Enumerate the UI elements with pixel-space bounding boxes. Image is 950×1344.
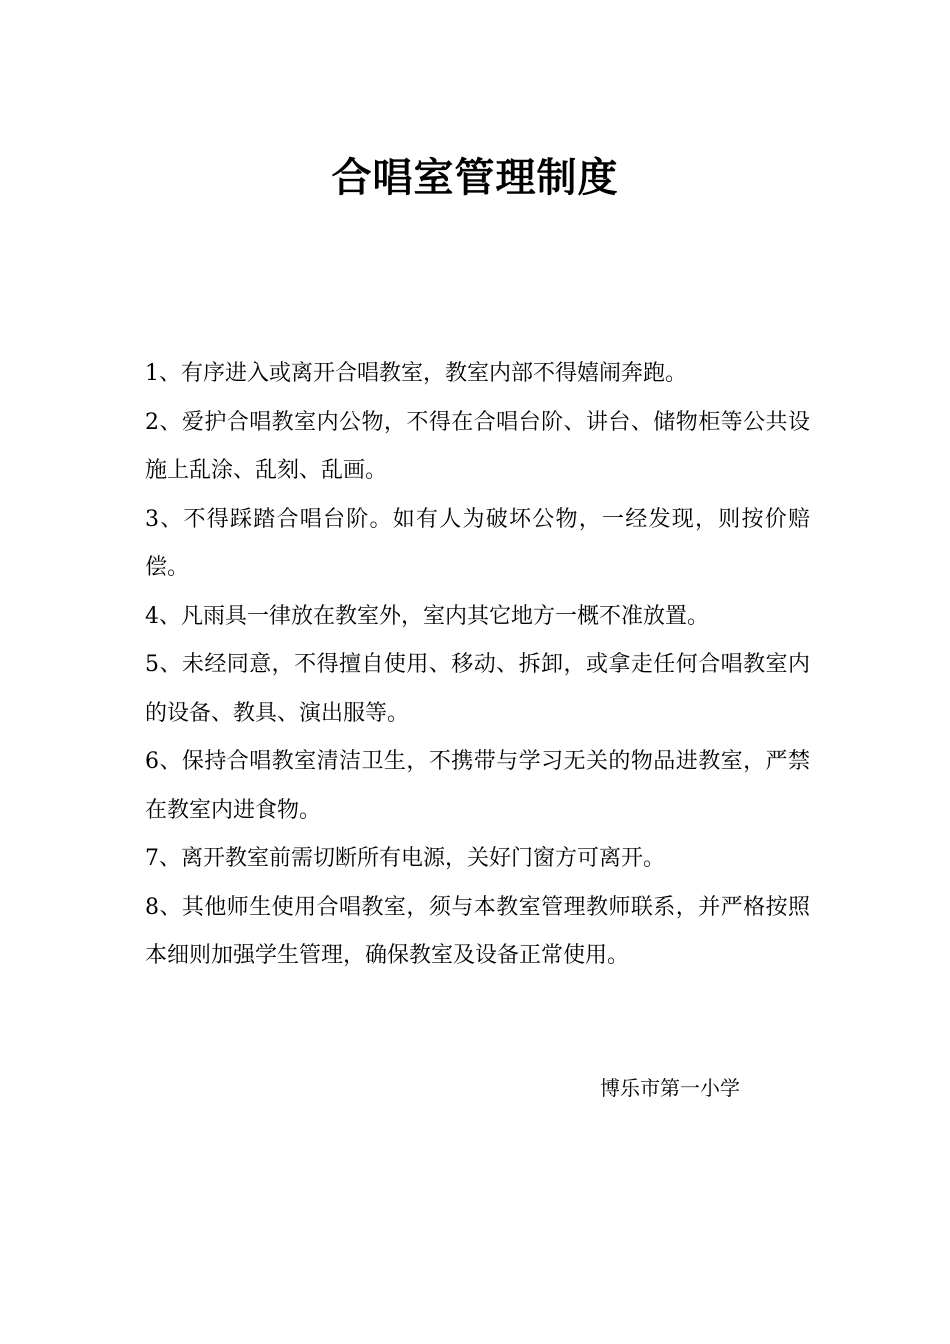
rule-item-3: 3、不得踩踏合唱台阶。如有人为破坏公物，一经发现，则按价赔偿。	[145, 506, 810, 580]
rule-item-8: 8、其他师生使用合唱教室，须与本教室管理教师联系，并严格按照本细则加强学生管理，确保教室及设备正常使用。	[145, 894, 810, 968]
document-title: 合唱室管理制度	[331, 154, 619, 201]
rules-list	[145, 350, 810, 981]
rule-item-2: 2、爱护合唱教室内公物，不得在合唱台阶、讲台、储物柜等公共设施上乱涂、乱刻、乱画。	[145, 409, 810, 483]
rule-item-6: 6、保持合唱教室清洁卫生，不携带与学习无关的物品进教室，严禁在教室内进食物。	[145, 749, 810, 823]
rule-item-4: 4、凡雨具一律放在教室外，室内其它地方一概不准放置。	[145, 603, 709, 629]
rule-item-7: 7、离开教室前需切断所有电源，关好门窗方可离开。	[145, 846, 665, 871]
rule-item-5: 5、未经同意，不得擅自使用、移动、拆卸，或拿走任何合唱教室内的设备、教具、演出服等。	[145, 652, 810, 726]
rule-item-1: 1、有序进入或离开合唱教室，教室内部不得嬉闹奔跑。	[145, 361, 687, 386]
school-signature: 博乐市第一小学	[600, 1076, 740, 1100]
